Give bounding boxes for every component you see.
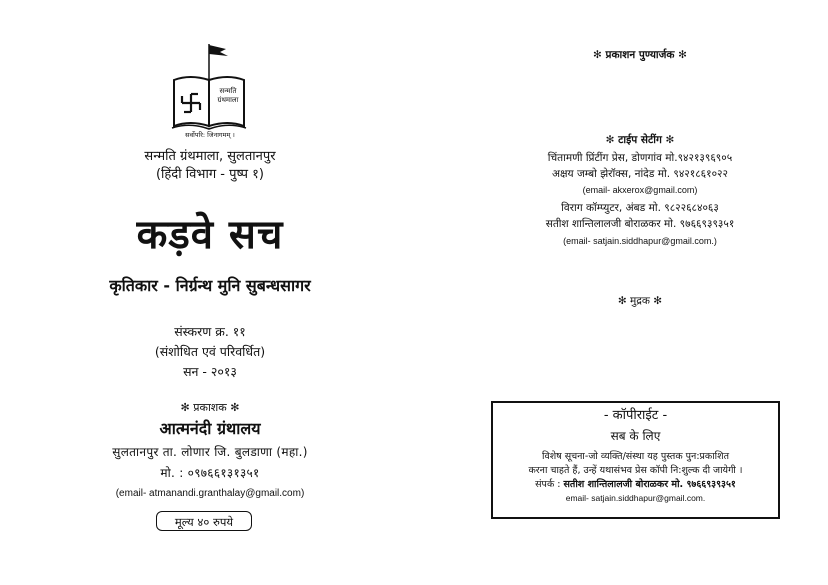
typesetter-2: अक्षय जम्बो झेरॉक्स, नांदेड मो. ९४२१८६१०२२ — [552, 168, 728, 180]
copyright-email: email- satjain.siddhapur@gmail.com. — [565, 493, 706, 503]
typesetter-1: चिंतामणी प्रिंटींग प्रेस, डोणगांव मो.९४२१३९६९०५ — [547, 152, 733, 164]
publisher-label: ✻ प्रकाशक ✻ — [180, 401, 240, 414]
publisher-name: आत्मनंदी ग्रंथालय — [159, 419, 261, 438]
publisher-email: (email- atmanandi.granthalay@gmail.com) — [115, 488, 305, 499]
logo-motto: सर्वोपरि: जिनागमम् । — [185, 131, 235, 139]
prakashan-label: ✻ प्रकाशन पुण्यार्जक ✻ — [593, 49, 687, 61]
copyright-subtitle: सब के लिए — [610, 429, 661, 443]
copyright-notice-1: विशेष सूचना-जो व्यक्ति/संस्था यह पुस्तक पुन:प्रकाशित — [541, 451, 730, 462]
edition-number: संस्करण क्र. ११ — [174, 324, 246, 339]
contact-name: सतीश शान्तिलालजी बोराळकर मो. ९७६६९३९३५१ — [563, 479, 736, 490]
publisher-logo — [168, 40, 252, 140]
edition-block — [100, 322, 320, 382]
publisher-mobile: मो. : ०९७६६१३१३५१ — [160, 466, 260, 480]
publisher-address: सुलतानपुर ता. लोणार जि. बुलडाणा (महा.) — [112, 445, 308, 459]
copyright-contact — [493, 478, 778, 492]
mudrak-label: ✻ मुद्रक ✻ — [617, 295, 663, 307]
series-name: सन्मति ग्रंथमाला, सुलतानपुर — [144, 149, 276, 164]
logo-text-line2: ग्रंथमाला — [217, 96, 239, 104]
edition-revision: (संशोधित एवं परिवर्धित) — [154, 344, 266, 359]
typesetter-email-1: (email- akxerox@gmail.com) — [582, 185, 698, 195]
copyright-title: - कॉपीराईट - — [603, 408, 668, 423]
logo-text-line1: सन्मति — [219, 87, 237, 95]
edition-year: सन - २०१३ — [183, 364, 237, 379]
price-tag: मूल्य ४० रुपये — [156, 511, 252, 531]
author-line: कृतिकार - निर्ग्रन्थ मुनि सुबन्धसागर — [109, 276, 311, 295]
contact-label: संपर्क : — [535, 479, 561, 490]
book-title: कड़वे सच — [136, 212, 284, 258]
series-section: (हिंदी विभाग - पुष्प १) — [155, 167, 265, 182]
copyright-notice-2: करना चाहते हैं, उन्हें यथासंभव प्रेस कॉपी नि:शुल्क दी जायेगी । — [528, 465, 743, 476]
typesetting-block — [490, 150, 790, 250]
typesetter-4: सतीश शान्तिलालजी बोराळकर मो. ९७६६९३९३५१ — [545, 218, 735, 230]
typesetter-email-2: (email- satjain.siddhapur@gmail.com.) — [563, 236, 717, 246]
copyright-box — [491, 401, 780, 519]
series-block — [80, 148, 340, 184]
typesetter-3: विराग कॉम्प्युटर, अंबड मो. ९८२२६८४०६३ — [561, 202, 719, 214]
typesetting-label: ✻ टाईप सेटींग ✻ — [605, 134, 675, 146]
